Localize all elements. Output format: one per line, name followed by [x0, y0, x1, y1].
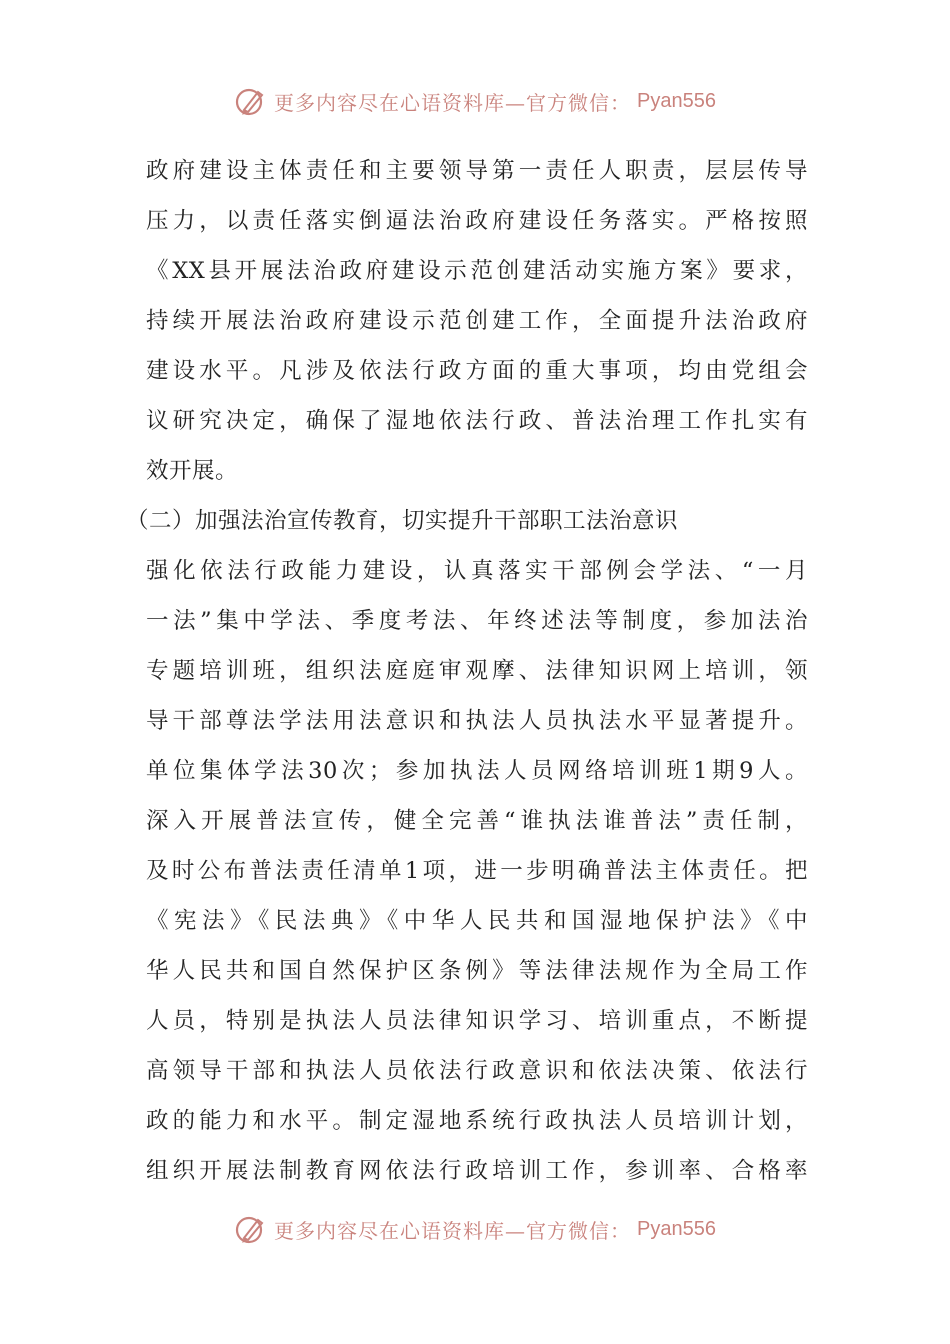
text-line: 华人民共和国自然保护区条例》等法律法规作为全局工作 — [146, 958, 808, 984]
text-line: 建设水平。凡涉及依法行政方面的重大事项，均由党组会 — [146, 358, 808, 384]
text-line: 导干部尊法学法用法意识和执法人员执法水平显著提升。 — [146, 708, 808, 734]
text-line: 专题培训班，组织法庭庭审观摩、法律知识网上培训，领 — [146, 658, 808, 684]
pen-circle-icon — [234, 1212, 268, 1246]
text-line: 高领导干部和执法人员依法行政意识和依法决策、依法行 — [146, 1058, 808, 1084]
section-heading: （二）加强法治宣传教育，切实提升干部职工法治意识 — [126, 508, 679, 534]
watermark-handle: Pyan556 — [637, 89, 716, 112]
text-line: 深入开展普法宣传，健全完善“谁执法谁普法”责任制， — [146, 808, 808, 834]
pen-circle-icon — [234, 84, 268, 118]
watermark-text: 更多内容尽在心语资料库—官方微信： — [274, 1218, 632, 1243]
text-line: 政府建设主体责任和主要领导第一责任人职责，层层传导 — [146, 158, 808, 184]
watermark-header — [0, 84, 950, 118]
text-line: 人员，特别是执法人员法律知识学习、培训重点，不断提 — [146, 1008, 808, 1034]
text-line: 一法”集中学法、季度考法、年终述法等制度，参加法治 — [146, 608, 808, 634]
text-line: 及时公布普法责任清单1项，进一步明确普法主体责任。把 — [146, 858, 808, 884]
document-body — [126, 146, 808, 1196]
watermark-handle: Pyan556 — [637, 1217, 716, 1240]
watermark-text: 更多内容尽在心语资料库—官方微信： — [274, 90, 632, 115]
text-line: 持续开展法治政府建设示范创建工作，全面提升法治政府 — [146, 308, 808, 334]
text-line: 组织开展法制教育网依法行政培训工作，参训率、合格率 — [146, 1158, 808, 1184]
text-line: 政的能力和水平。制定湿地系统行政执法人员培训计划， — [146, 1108, 808, 1134]
text-line: 效开展。 — [146, 458, 239, 484]
text-line: 《宪法》《民法典》《中华人民共和国湿地保护法》《中 — [146, 908, 808, 934]
text-line: 《XX县开展法治政府建设示范创建活动实施方案》要求， — [146, 258, 808, 284]
text-line: 强化依法行政能力建设，认真落实干部例会学法、“一月 — [146, 558, 808, 584]
text-line: 压力，以责任落实倒逼法治政府建设任务落实。严格按照 — [146, 208, 808, 234]
text-line: 议研究决定，确保了湿地依法行政、普法治理工作扎实有 — [146, 408, 808, 434]
watermark-footer — [0, 1212, 950, 1246]
text-line: 单位集体学法30次；参加执法人员网络培训班1期9人。 — [146, 758, 808, 784]
